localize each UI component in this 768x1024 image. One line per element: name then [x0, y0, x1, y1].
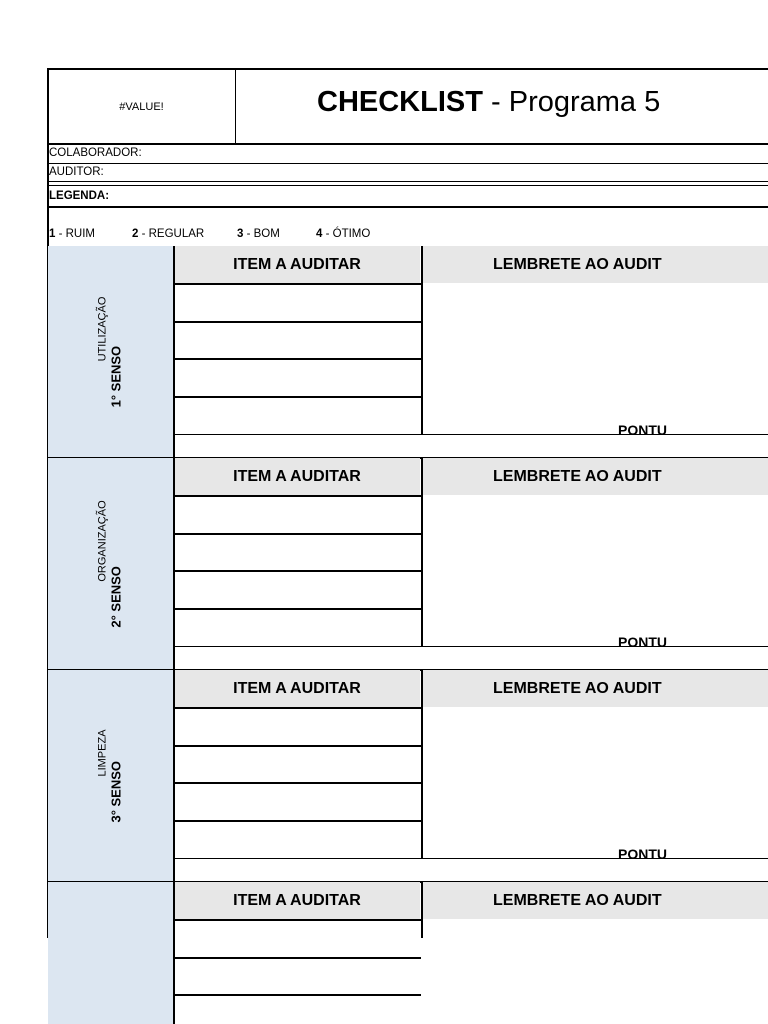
item-row-line: [173, 321, 421, 323]
item-row-line: [173, 994, 421, 996]
header-bottom-line: [173, 707, 421, 709]
legend-item-2: [132, 228, 204, 240]
senso-description: LIMPEZA: [96, 729, 109, 777]
item-row-line: [173, 533, 421, 535]
column-header-item: ITEM A AUDITAR: [174, 246, 420, 283]
item-row-line: [173, 396, 421, 398]
title-rest: - Programa 5: [482, 86, 661, 118]
auditor-line-2: [47, 185, 768, 186]
colaborador-line: [47, 163, 768, 164]
header-bottom-line: [173, 283, 421, 285]
header-bottom-line: [173, 495, 421, 497]
senso-divider: [173, 458, 175, 670]
senso-divider: [173, 670, 175, 882]
legend-num: 3: [237, 228, 244, 240]
legend-text: - REGULAR: [138, 228, 205, 240]
pontuacao-line: [173, 646, 768, 647]
logo-divider: [235, 68, 236, 144]
colaborador-label: COLABORADOR:: [49, 147, 142, 159]
column-header-lembrete: LEMBRETE AO AUDIT: [422, 882, 768, 919]
column-header-lembrete: LEMBRETE AO AUDIT: [422, 458, 768, 495]
item-row-line: [173, 358, 421, 360]
item-row-line: [173, 957, 421, 959]
item-row-line: [173, 570, 421, 572]
senso-divider: [173, 246, 175, 458]
pontuacao-line: [173, 434, 768, 435]
column-header-lembrete: LEMBRETE AO AUDIT: [422, 670, 768, 707]
title-bold: CHECKLIST: [317, 86, 483, 118]
column-header-item: ITEM A AUDITAR: [174, 882, 420, 919]
senso-name: 3° SENSO: [108, 760, 124, 823]
senso-name: 1° SENSO: [108, 345, 124, 408]
column-header-item: ITEM A AUDITAR: [174, 670, 420, 707]
legend-text: - ÓTIMO: [322, 228, 371, 240]
senso-label: [97, 729, 124, 822]
senso-section: [48, 458, 768, 670]
legend-text: - BOM: [243, 228, 280, 240]
column-divider: [421, 246, 423, 434]
column-divider: [421, 670, 423, 858]
logo-cell: [48, 70, 235, 143]
senso-section: [48, 246, 768, 458]
legend-item-3: [237, 228, 280, 240]
pontuacao-label: PONTU: [618, 846, 667, 862]
senso-cell: [48, 882, 173, 1024]
legend-text: - RUIM: [55, 228, 96, 240]
pontuacao-label: PONTU: [618, 422, 667, 438]
senso-section: [48, 670, 768, 882]
senso-label: [97, 297, 124, 408]
legend-item-4: [316, 228, 370, 240]
column-header-lembrete: LEMBRETE AO AUDIT: [422, 246, 768, 283]
senso-divider: [173, 882, 175, 1024]
header-bottom-line: [173, 919, 421, 921]
column-divider: [421, 458, 423, 646]
legend-num: 1: [49, 228, 56, 240]
auditor-line: [47, 181, 768, 182]
senso-section: [48, 882, 768, 1024]
page-title: [317, 86, 660, 119]
item-row-line: [173, 782, 421, 784]
senso-description: UTILIZAÇÃO: [96, 296, 109, 362]
auditor-label: AUDITOR:: [49, 166, 104, 178]
title-bottom-border: [47, 143, 768, 145]
senso-description: ORGANIZAÇÃO: [96, 500, 109, 582]
logo-error-value: #VALUE!: [119, 100, 164, 113]
legend-num: 2: [132, 228, 139, 240]
senso-cell: [48, 458, 173, 670]
pontuacao-label: PONTU: [618, 634, 667, 650]
legend-num: 4: [316, 228, 323, 240]
item-row-line: [173, 745, 421, 747]
column-divider: [421, 882, 423, 938]
legend-item-1: [49, 228, 95, 240]
senso-cell: [48, 670, 173, 882]
senso-name: 2° SENSO: [108, 566, 124, 628]
pontuacao-line: [173, 858, 768, 859]
legenda-line: [47, 206, 768, 208]
senso-label: [97, 500, 124, 627]
senso-cell: [48, 246, 173, 458]
item-row-line: [173, 820, 421, 822]
column-header-item: ITEM A AUDITAR: [174, 458, 420, 495]
item-row-line: [173, 608, 421, 610]
legenda-label: LEGENDA:: [49, 190, 110, 202]
